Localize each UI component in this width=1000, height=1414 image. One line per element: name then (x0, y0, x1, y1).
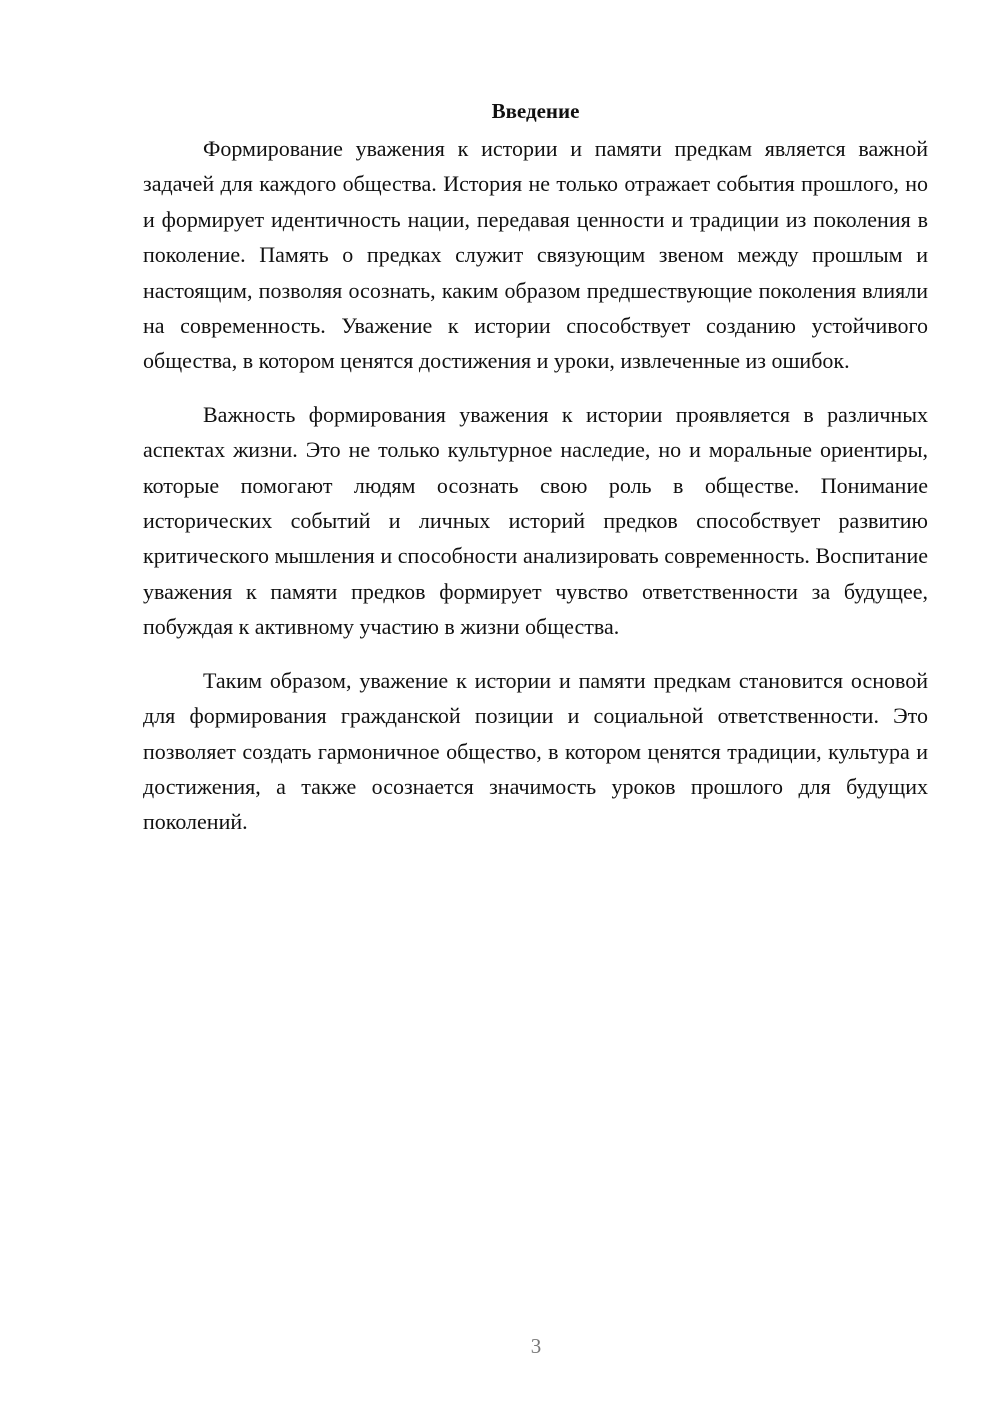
page-number: 3 (530, 1334, 542, 1358)
paragraph-3: Таким образом, уважение к истории и памяти предкам становится основой для формирования гражданской позиции и социальной ответственности. Это позволяет создать гармоничное общество, в котором ценятся традиции, культура и достижения, а также осознается значимость уроков прошлого для будущих поколений. (143, 667, 928, 835)
page-content (143, 96, 928, 858)
paragraph-2: Важность формирования уважения к истории проявляется в различных аспектах жизни. Это не только культурное наследие, но и моральные ориентиры, которые помогают людям осознать свою роль в обществе. Понимание исторических событий и личных историй предков способствует развитию критического мышления и способности анализировать современность. Воспитание уважения к памяти предков формирует чувство ответственности за будущее, побуждая к активному участию в жизни общества. (143, 401, 928, 640)
section-heading: Введение (491, 99, 580, 123)
paragraph-1: Формирование уважения к истории и памяти предкам является важной задачей для каждого общества. История не только отражает события прошлого, но и формирует идентичность нации, передавая ценности и традиции из поколения в поколение. Память о предках служит связующим звеном между прошлым и настоящим, позволяя осознать, каким образом предшествующие поколения влияли на современность. Уважение к истории способствует созданию устойчивого общества, в котором ценятся достижения и уроки, извлеченные из ошибок. (143, 136, 928, 374)
